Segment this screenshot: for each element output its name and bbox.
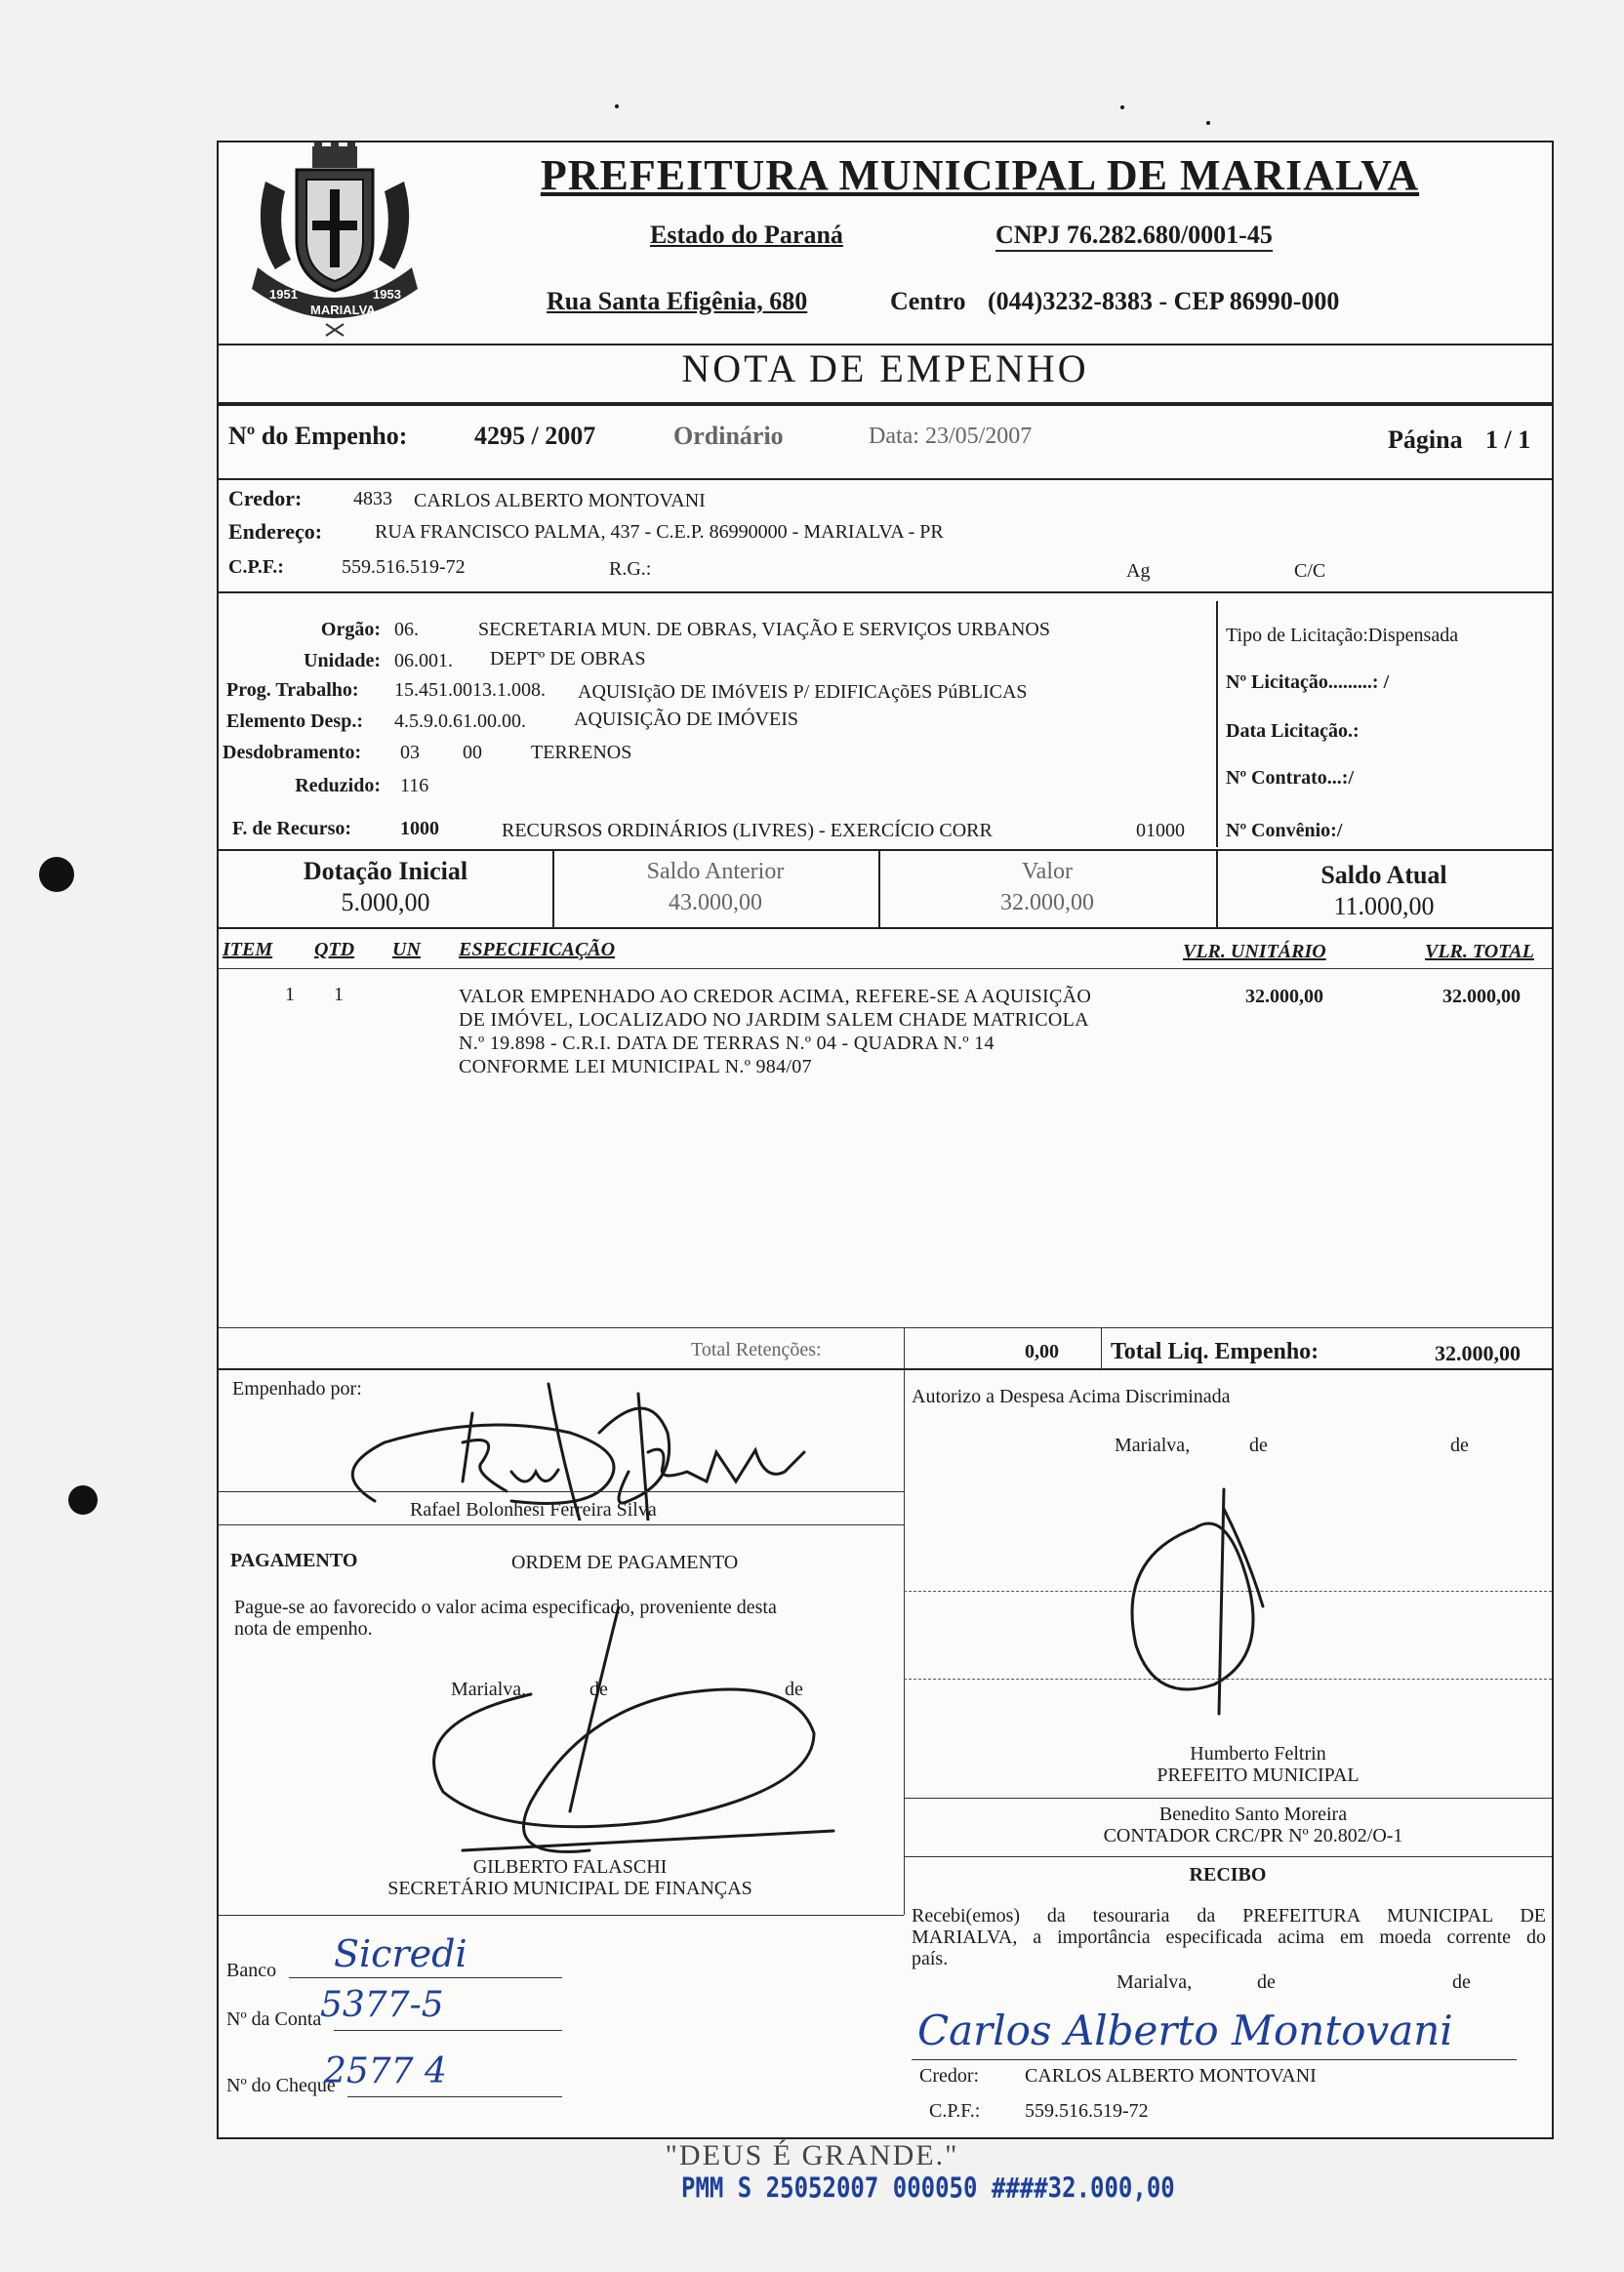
recibo-credor-name: CARLOS ALBERTO MONTOVANI: [1025, 2065, 1317, 2087]
secretario-name: GILBERTO FALASCHI: [472, 1856, 668, 1878]
recibo-cpf-label: C.P.F.:: [929, 2100, 981, 2122]
unidade-desc: DEPTº DE OBRAS: [490, 648, 646, 669]
recibo-de2: de: [1452, 1971, 1471, 1993]
credor-code: 4833: [353, 488, 392, 509]
col-vlr-unitario: VLR. UNITÁRIO: [1183, 941, 1326, 962]
cheque-label: Nº do Cheque: [226, 2075, 336, 2096]
desdobramento-code2: 00: [463, 742, 482, 763]
empenho-label: Nº do Empenho:: [228, 422, 408, 450]
saldo-anterior-label: Saldo Anterior: [646, 859, 785, 884]
cpf-label: C.P.F.:: [228, 556, 284, 578]
speck: [1206, 121, 1210, 125]
svg-text:1953: 1953: [373, 287, 401, 302]
item-qtd: 1: [334, 984, 344, 1005]
pagamento-text-2: nota de empenho.: [234, 1618, 373, 1640]
page-label: Página: [1388, 426, 1463, 454]
pagamento-de1: de: [589, 1679, 608, 1700]
recibo-text-1: Recebi(emos) da tesouraria da PREFEITURA MUNICIPAL DE: [912, 1905, 1546, 1927]
prefeito-name: Humberto Feltrin: [1190, 1743, 1326, 1765]
unidade-code: 06.001.: [394, 650, 453, 671]
prefeito-title: PREFEITO MUNICIPAL: [1157, 1765, 1360, 1786]
credor-name: CARLOS ALBERTO MONTOVANI: [414, 490, 706, 511]
banco-label: Banco: [226, 1960, 277, 1981]
item-desc-line: N.º 19.898 - C.R.I. DATA DE TERRAS N.º 04 - QUADRA N.º 14: [459, 1033, 995, 1054]
item-number: 1: [285, 984, 295, 1005]
reduzido-value: 116: [400, 775, 429, 796]
autorizo-de1: de: [1249, 1435, 1268, 1456]
cnpj: CNPJ 76.282.680/0001-45: [995, 221, 1273, 252]
conta-label: Nº da Conta: [226, 2008, 322, 2030]
item-vlr-total: 32.000,00: [1442, 986, 1521, 1007]
col-especificacao: ESPECIFICAÇÃO: [459, 939, 616, 960]
pagamento-label: PAGAMENTO: [230, 1550, 358, 1571]
liq-value: 32.000,00: [1435, 1341, 1521, 1365]
licitacao-contrato: Nº Contrato...:/: [1226, 767, 1355, 789]
desdobramento-desc: TERRENOS: [531, 742, 632, 763]
elemento-label: Elemento Desp.:: [226, 710, 363, 732]
recurso-code: 1000: [400, 818, 439, 839]
contador-title: CONTADOR CRC/PR Nº 20.802/O-1: [1103, 1825, 1403, 1846]
credor-address: RUA FRANCISCO PALMA, 437 - C.E.P. 86990000 - MARIALVA - PR: [375, 521, 944, 543]
col-un: UN: [392, 939, 421, 960]
credor-cpf: 559.516.519-72: [342, 556, 466, 578]
svg-text:1951: 1951: [269, 287, 298, 302]
rg-label: R.G.:: [609, 558, 652, 580]
credor-signature: Carlos Alberto Montovani: [917, 2007, 1453, 2054]
punch-hole: [68, 1485, 98, 1515]
saldo-atual-label: Saldo Atual: [1320, 861, 1447, 889]
empenho-date: Data: 23/05/2007: [869, 424, 1033, 449]
orgao-code: 06.: [394, 619, 419, 640]
recibo-label: RECIBO: [1189, 1864, 1267, 1886]
prog-desc: AQUISIçãO DE IMóVEIS P/ EDIFICAçõES PúBLICAS: [578, 681, 1028, 703]
dotacao-label: Dotação Inicial: [303, 857, 468, 885]
autorizo-city: Marialva,: [1115, 1435, 1191, 1456]
punch-hole: [39, 857, 74, 892]
speck: [615, 104, 619, 108]
recibo-text-2: MARIALVA, a importância especificada acima em moeda corrente do: [912, 1927, 1546, 1948]
retencoes-label: Total Retenções:: [691, 1339, 822, 1360]
municipality-title: PREFEITURA MUNICIPAL DE MARIALVA: [540, 151, 1420, 199]
ordem-pagamento: ORDEM DE PAGAMENTO: [511, 1552, 739, 1573]
recurso-label: F. de Recurso:: [232, 818, 352, 839]
desdobramento-code1: 03: [400, 742, 420, 763]
autorizo-text: Autorizo a Despesa Acima Discriminada: [912, 1386, 1231, 1407]
address: Rua Santa Efigênia, 680: [547, 287, 808, 315]
state-name: Estado do Paraná: [650, 221, 843, 249]
district: Centro: [890, 287, 966, 315]
contador-name: Benedito Santo Moreira: [1158, 1804, 1348, 1825]
pagamento-de2: de: [785, 1679, 803, 1700]
speck: [1120, 105, 1124, 109]
page-number: 1 / 1: [1485, 426, 1531, 454]
empenhado-label: Empenhado por:: [232, 1378, 362, 1400]
phone-cep: (044)3232-8383 - CEP 86990-000: [988, 287, 1340, 315]
item-desc-line: VALOR EMPENHADO AO CREDOR ACIMA, REFERE-SE A AQUISIÇÃO: [459, 986, 1092, 1007]
licitacao-convenio: Nº Convênio:/: [1226, 820, 1343, 841]
autorizo-de2: de: [1450, 1435, 1469, 1456]
endereco-label: Endereço:: [228, 519, 323, 544]
desdobramento-label: Desdobramento:: [223, 742, 362, 763]
col-item: ITEM: [223, 939, 273, 960]
recibo-city: Marialva,: [1116, 1971, 1193, 1993]
reduzido-label: Reduzido:: [295, 775, 381, 796]
licitacao-tipo: Tipo de Licitação:Dispensada: [1226, 625, 1459, 646]
empenho-number: 4295 / 2007: [474, 422, 596, 450]
conta-value: 5377-5: [320, 1985, 444, 2025]
retencoes-value: 0,00: [1025, 1341, 1059, 1362]
valor-label: Valor: [1022, 859, 1073, 884]
secretario-title: SECRETÁRIO MUNICIPAL DE FINANÇAS: [387, 1878, 752, 1899]
item-desc-line: DE IMÓVEL, LOCALIZADO NO JARDIM SALEM CHADE MATRICOLA: [459, 1009, 1089, 1031]
recurso-code2: 01000: [1136, 820, 1185, 841]
item-vlr-unitario: 32.000,00: [1245, 986, 1323, 1007]
payment-stamp: PMM S 25052007 000050 ####32.000,00: [681, 2171, 1175, 2205]
elemento-desc: AQUISIÇÃO DE IMÓVEIS: [574, 709, 798, 730]
prog-code: 15.451.0013.1.008.: [394, 679, 546, 701]
licitacao-numero: Nº Licitação.........: /: [1226, 671, 1390, 693]
licitacao-data: Data Licitação.:: [1226, 720, 1360, 742]
recibo-cpf: 559.516.519-72: [1025, 2100, 1149, 2122]
secretario-signature-icon: [365, 1606, 873, 1880]
svg-text:MARIALVA: MARIALVA: [310, 303, 376, 317]
ag-label: Ag: [1126, 560, 1151, 582]
saldo-atual-value: 11.000,00: [1333, 892, 1435, 920]
document-frame: [217, 141, 1554, 2139]
prog-label: Prog. Trabalho:: [226, 679, 359, 701]
banco-value: Sicredi: [334, 1932, 467, 1975]
valor-value: 32.000,00: [1000, 890, 1094, 915]
empenhado-name: Rafael Bolonhesi Ferreira Silva: [410, 1499, 657, 1521]
col-qtd: QTD: [314, 939, 355, 960]
recibo-credor-label: Credor:: [919, 2065, 980, 2087]
elemento-code: 4.5.9.0.61.00.00.: [394, 710, 526, 732]
municipal-crest-icon: [236, 142, 431, 338]
recibo-de1: de: [1257, 1971, 1276, 1993]
unidade-label: Unidade:: [304, 650, 381, 671]
saldo-anterior-value: 43.000,00: [669, 890, 762, 915]
dotacao-value: 5.000,00: [341, 888, 430, 916]
document-title: NOTA DE EMPENHO: [681, 346, 1089, 390]
motto: "DEUS É GRANDE.": [665, 2139, 959, 2171]
credor-label: Credor:: [228, 486, 303, 510]
cheque-value: 2577 4: [324, 2051, 447, 2091]
orgao-label: Orgão:: [320, 619, 381, 640]
pagamento-city: Marialva,: [451, 1679, 527, 1700]
orgao-desc: SECRETARIA MUN. DE OBRAS, VIAÇÃO E SERVIÇOS URBANOS: [478, 619, 1050, 640]
pagamento-text-1: Pague-se ao favorecido o valor acima especificado, proveniente desta: [234, 1597, 777, 1618]
recibo-text-3: país.: [912, 1948, 949, 1969]
cc-label: C/C: [1294, 560, 1326, 582]
prefeito-signature-icon: [1077, 1470, 1331, 1724]
col-vlr-total: VLR. TOTAL: [1425, 941, 1534, 962]
empenho-type: Ordinário: [673, 422, 784, 450]
item-desc-line: CONFORME LEI MUNICIPAL N.º 984/07: [459, 1056, 812, 1077]
liq-label: Total Liq. Empenho:: [1111, 1339, 1320, 1364]
recurso-desc: RECURSOS ORDINÁRIOS (LIVRES) - EXERCÍCIO CORR: [502, 820, 993, 841]
